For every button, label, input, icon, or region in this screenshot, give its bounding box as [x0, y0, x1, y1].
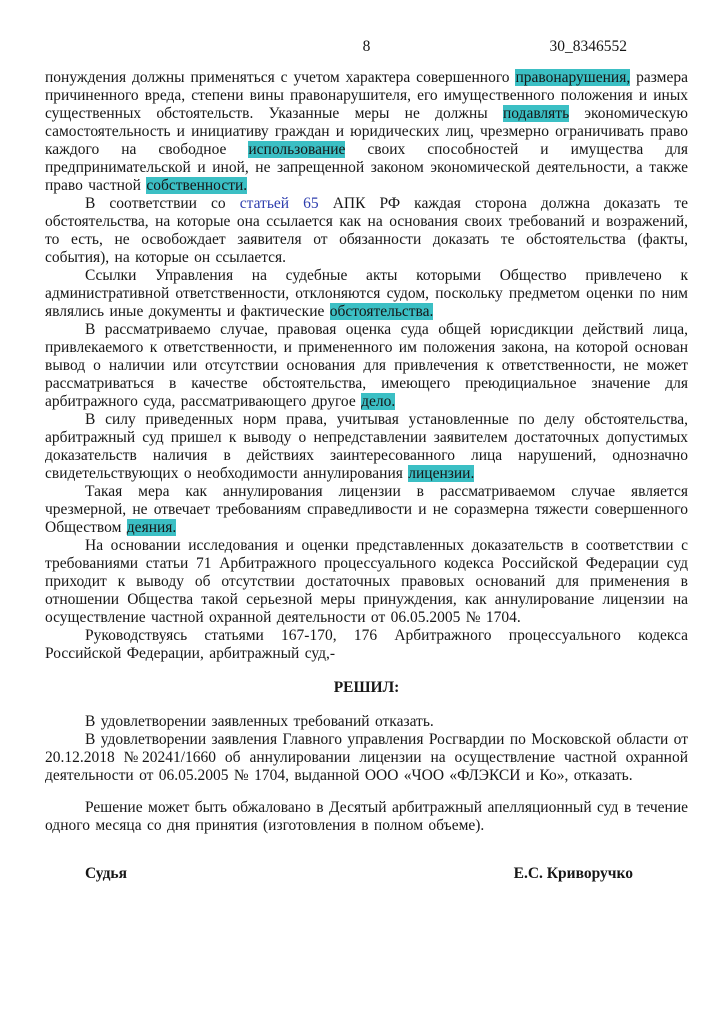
text-segment: В удовлетворении заявления Главного управления Росгвардии по Московской области от 20.12.2018 №20241/1660 об аннулировании лицензии на осуществление частной охранной деятельности от 06.05.2005 № 1704, выданной ООО «ЧОО «ФЛЭКСИ и Ко», отказать. [45, 731, 688, 784]
signature-row [45, 865, 688, 883]
paragraph [45, 483, 688, 537]
highlighted-text: деяния. [126, 519, 177, 536]
judge-name: Е.С. Криворучко [513, 865, 633, 882]
highlighted-text: обстоятельства. [329, 303, 434, 320]
highlighted-text: подавлять [502, 105, 570, 122]
highlighted-text: дело. [361, 393, 396, 410]
paragraph [45, 195, 688, 267]
document-body [45, 69, 688, 835]
judge-label: Судья [85, 865, 128, 882]
page-number: 8 [362, 38, 371, 55]
text-segment: РЕШИЛ: [333, 679, 400, 696]
text-segment: Такая мера как аннулирования лицензии в рассматриваемом случае является чрезмерной, не отвечает требованиям справедливости и не соразмерна тяжести совершенного Обществом [45, 483, 688, 536]
text-segment: Ссылки Управления на судебные акты которыми Общество привлечено к административной ответственности, отклоняются судом, поскольку предметом оценки по ним являлись иные документы и фактические [45, 267, 688, 320]
statute-link[interactable]: статьей 65 [239, 195, 319, 212]
text-segment: понуждения должны применяться с учетом характера совершенного [45, 69, 516, 86]
page-header [45, 38, 688, 56]
paragraph [45, 537, 688, 627]
paragraph [45, 411, 688, 483]
paragraph [45, 321, 688, 411]
highlighted-text: использование [248, 141, 346, 158]
text-segment: В удовлетворении заявленных требований отказать. [85, 713, 434, 730]
text-segment: В рассматриваемо случае, правовая оценка суда общей юрисдикции действий лица, привлекаемого к ответственности, и примененного им положения закона, на которой основан вывод о наличии или отсутствии основания для привлечения к ответственности, не может рассматриваться в качестве обстоятельства, имеющего преюдициальное значение для арбитражного суда, рассматривающего другое [45, 321, 688, 410]
text-segment: АПК РФ каждая сторона должна доказать те обстоятельства, на которые она ссылается как на основания своих требований и возражений, то есть, не освобождает заявителя от обязанности доказать те обстоятельства (факты, события), на которые он ссылается. [45, 195, 688, 266]
text-segment: В силу приведенных норм права, учитывая установленные по делу обстоятельства, арбитражный суд пришел к выводу о непредставлении заявителем достаточных допустимых доказательств наличия в действиях заинтересованного лица нарушений, однозначно свидетельствующих о необходимости аннулирования [45, 411, 688, 482]
document-number: 30_8346552 [549, 38, 627, 55]
paragraph [45, 627, 688, 663]
text-segment: На основании исследования и оценки представленных доказательств в соответствии с требованиями статьи 71 Арбитражного процессуального кодекса Российской Федерации суд приходит к выводу об отсутствии достаточных правовых оснований для применения в отношении Общества такой серьезной меры принуждения, как аннулирование лицензии на осуществление частной охранной деятельности от 06.05.2005 № 1704. [45, 537, 688, 626]
paragraph [45, 799, 688, 835]
highlighted-text: собственности. [146, 177, 248, 194]
text-segment: Решение может быть обжаловано в Десятый арбитражный апелляционный суд в течение одного месяца со дня принятия (изготовления в полном объеме). [45, 799, 688, 834]
text-segment: Руководствуясь статьями 167-170, 176 Арбитражного процессуального кодекса Российской Федерации, арбитражный суд,- [45, 627, 688, 662]
text-segment: В соответствии со [85, 195, 240, 212]
paragraph [45, 731, 688, 785]
paragraph [45, 267, 688, 321]
paragraph [45, 713, 688, 731]
text-segment: экономическую самостоятельность и инициативу граждан и юридических лиц, чрезмерно ограничивать право каждого на свободное [45, 105, 688, 158]
text-segment: своих способностей и имущества для предпринимательской и иной, не запрещенной законом экономической деятельности, а также право частной [45, 141, 688, 194]
text-segment: размера причиненного вреда, степени вины правонарушителя, его имущественного положения и иных существенных обстоятельств. Указанные меры не должны [45, 69, 688, 122]
highlighted-text: лицензии. [408, 465, 475, 482]
highlighted-text: правонарушения, [515, 69, 631, 86]
paragraph [45, 69, 688, 195]
decision-heading [45, 679, 688, 697]
